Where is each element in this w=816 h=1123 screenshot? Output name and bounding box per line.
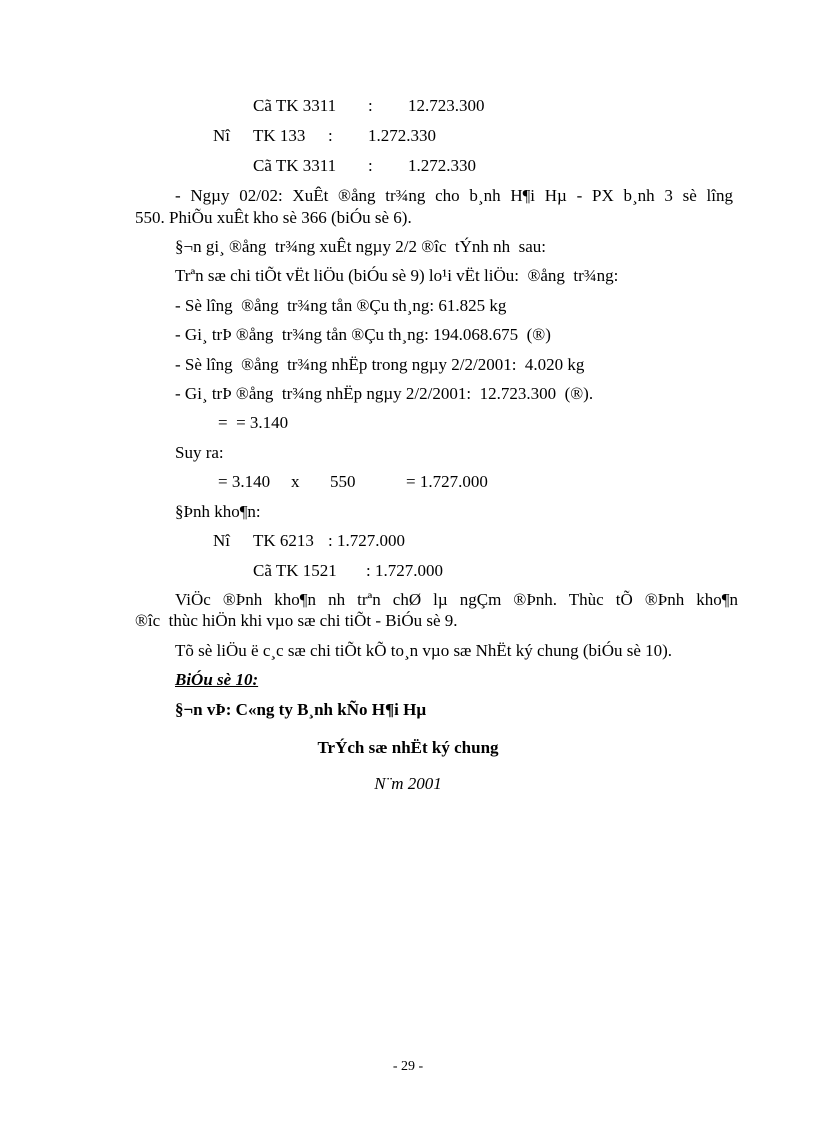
appendix-unit: §¬n vÞ: C«ng ty B¸nh kÑo H¶i Hµ bbox=[175, 700, 427, 719]
para1-line2: 550. PhiÕu xuÊt kho sè 366 (biÓu sè 6). bbox=[135, 208, 412, 227]
calc-qty: 550 bbox=[330, 472, 356, 491]
calc-times: x bbox=[291, 472, 300, 491]
calc-source: Trªn sæ chi tiÕt vËt liÖu (biÓu sè 9) lo¹i vËt liÖu: ®ång tr¾ng: bbox=[175, 266, 619, 285]
journal-heading: §Þnh kho¶n: bbox=[175, 502, 261, 521]
appendix-title: TrÝch sæ nhËt ký chung bbox=[317, 738, 499, 757]
calc-opening-qty: - Sè lîng ®ång tr¾ng tån ®Çu th¸ng: 61.825 kg bbox=[175, 296, 507, 315]
journal-credit-label: Cã TK 1521 bbox=[253, 561, 337, 580]
calc-therefore: Suy ra: bbox=[175, 443, 224, 462]
calc-opening-value: - Gi¸ trÞ ®ång tr¾ng tån ®Çu th¸ng: 194.068.675 (®) bbox=[175, 325, 551, 344]
page-number: - 29 - bbox=[392, 1059, 424, 1074]
entry-credit-3311-amount: 1.272.330 bbox=[408, 156, 476, 175]
entry-credit-3311-label: Cã TK 3311 bbox=[253, 156, 337, 175]
journal-credit-amount: : 1.727.000 bbox=[366, 561, 443, 580]
entry-credit-3311-label: Cã TK 3311 bbox=[253, 96, 337, 115]
calc-received-qty: - Sè lîng ®ång tr¾ng nhËp trong ngµy 2/2/2001: 4.020 kg bbox=[175, 355, 585, 374]
journal-debit-prefix: Nî bbox=[213, 531, 230, 550]
entry-debit-133-amount: 1.272.330 bbox=[368, 126, 436, 145]
calc-price: = 3.140 bbox=[218, 472, 271, 491]
para2-line3: Tõ sè liÖu ë c¸c sæ chi tiÕt kÕ to¸n vµo sæ NhËt ký chung (biÓu sè 10). bbox=[175, 641, 673, 660]
entry-debit-133-label: TK 133 bbox=[253, 126, 306, 145]
entry-colon: : bbox=[368, 156, 373, 175]
para2-line2: ®îc thùc hiÖn khi vµo sæ chi tiÕt - BiÓu sè 9. bbox=[135, 611, 458, 630]
appendix-label: BiÓu sè 10: bbox=[175, 670, 259, 689]
calc-unit-price: = = 3.140 bbox=[218, 413, 289, 432]
entry-colon: : bbox=[368, 96, 373, 115]
entry-colon: : bbox=[328, 126, 333, 145]
para1-line1: - Ngµy 02/02: XuÊt ®ång tr¾ng cho b¸nh H¶i Hµ - PX b¸nh 3 sè lîng bbox=[175, 186, 733, 205]
entry-debit-prefix: Nî bbox=[213, 126, 230, 145]
calc-received-value: - Gi¸ trÞ ®ång tr¾ng nhËp ngµy 2/2/2001: 12.723.300 (®). bbox=[175, 384, 594, 403]
entry-credit-3311-amount: 12.723.300 bbox=[408, 96, 485, 115]
journal-debit-label: TK 6213 bbox=[253, 531, 314, 550]
appendix-year: N¨m 2001 bbox=[374, 774, 442, 793]
calc-result: = 1.727.000 bbox=[406, 472, 488, 491]
calc-intro: §¬n gi¸ ®ång tr¾ng xuÊt ngµy 2/2 ®îc tÝnh nh sau: bbox=[175, 237, 547, 256]
journal-debit-amount: : 1.727.000 bbox=[328, 531, 405, 550]
para2-line1: ViÖc ®Þnh kho¶n nh trªn chØ lµ ngÇm ®Þnh. Thùc tÕ ®Þnh kho¶n bbox=[175, 590, 738, 609]
